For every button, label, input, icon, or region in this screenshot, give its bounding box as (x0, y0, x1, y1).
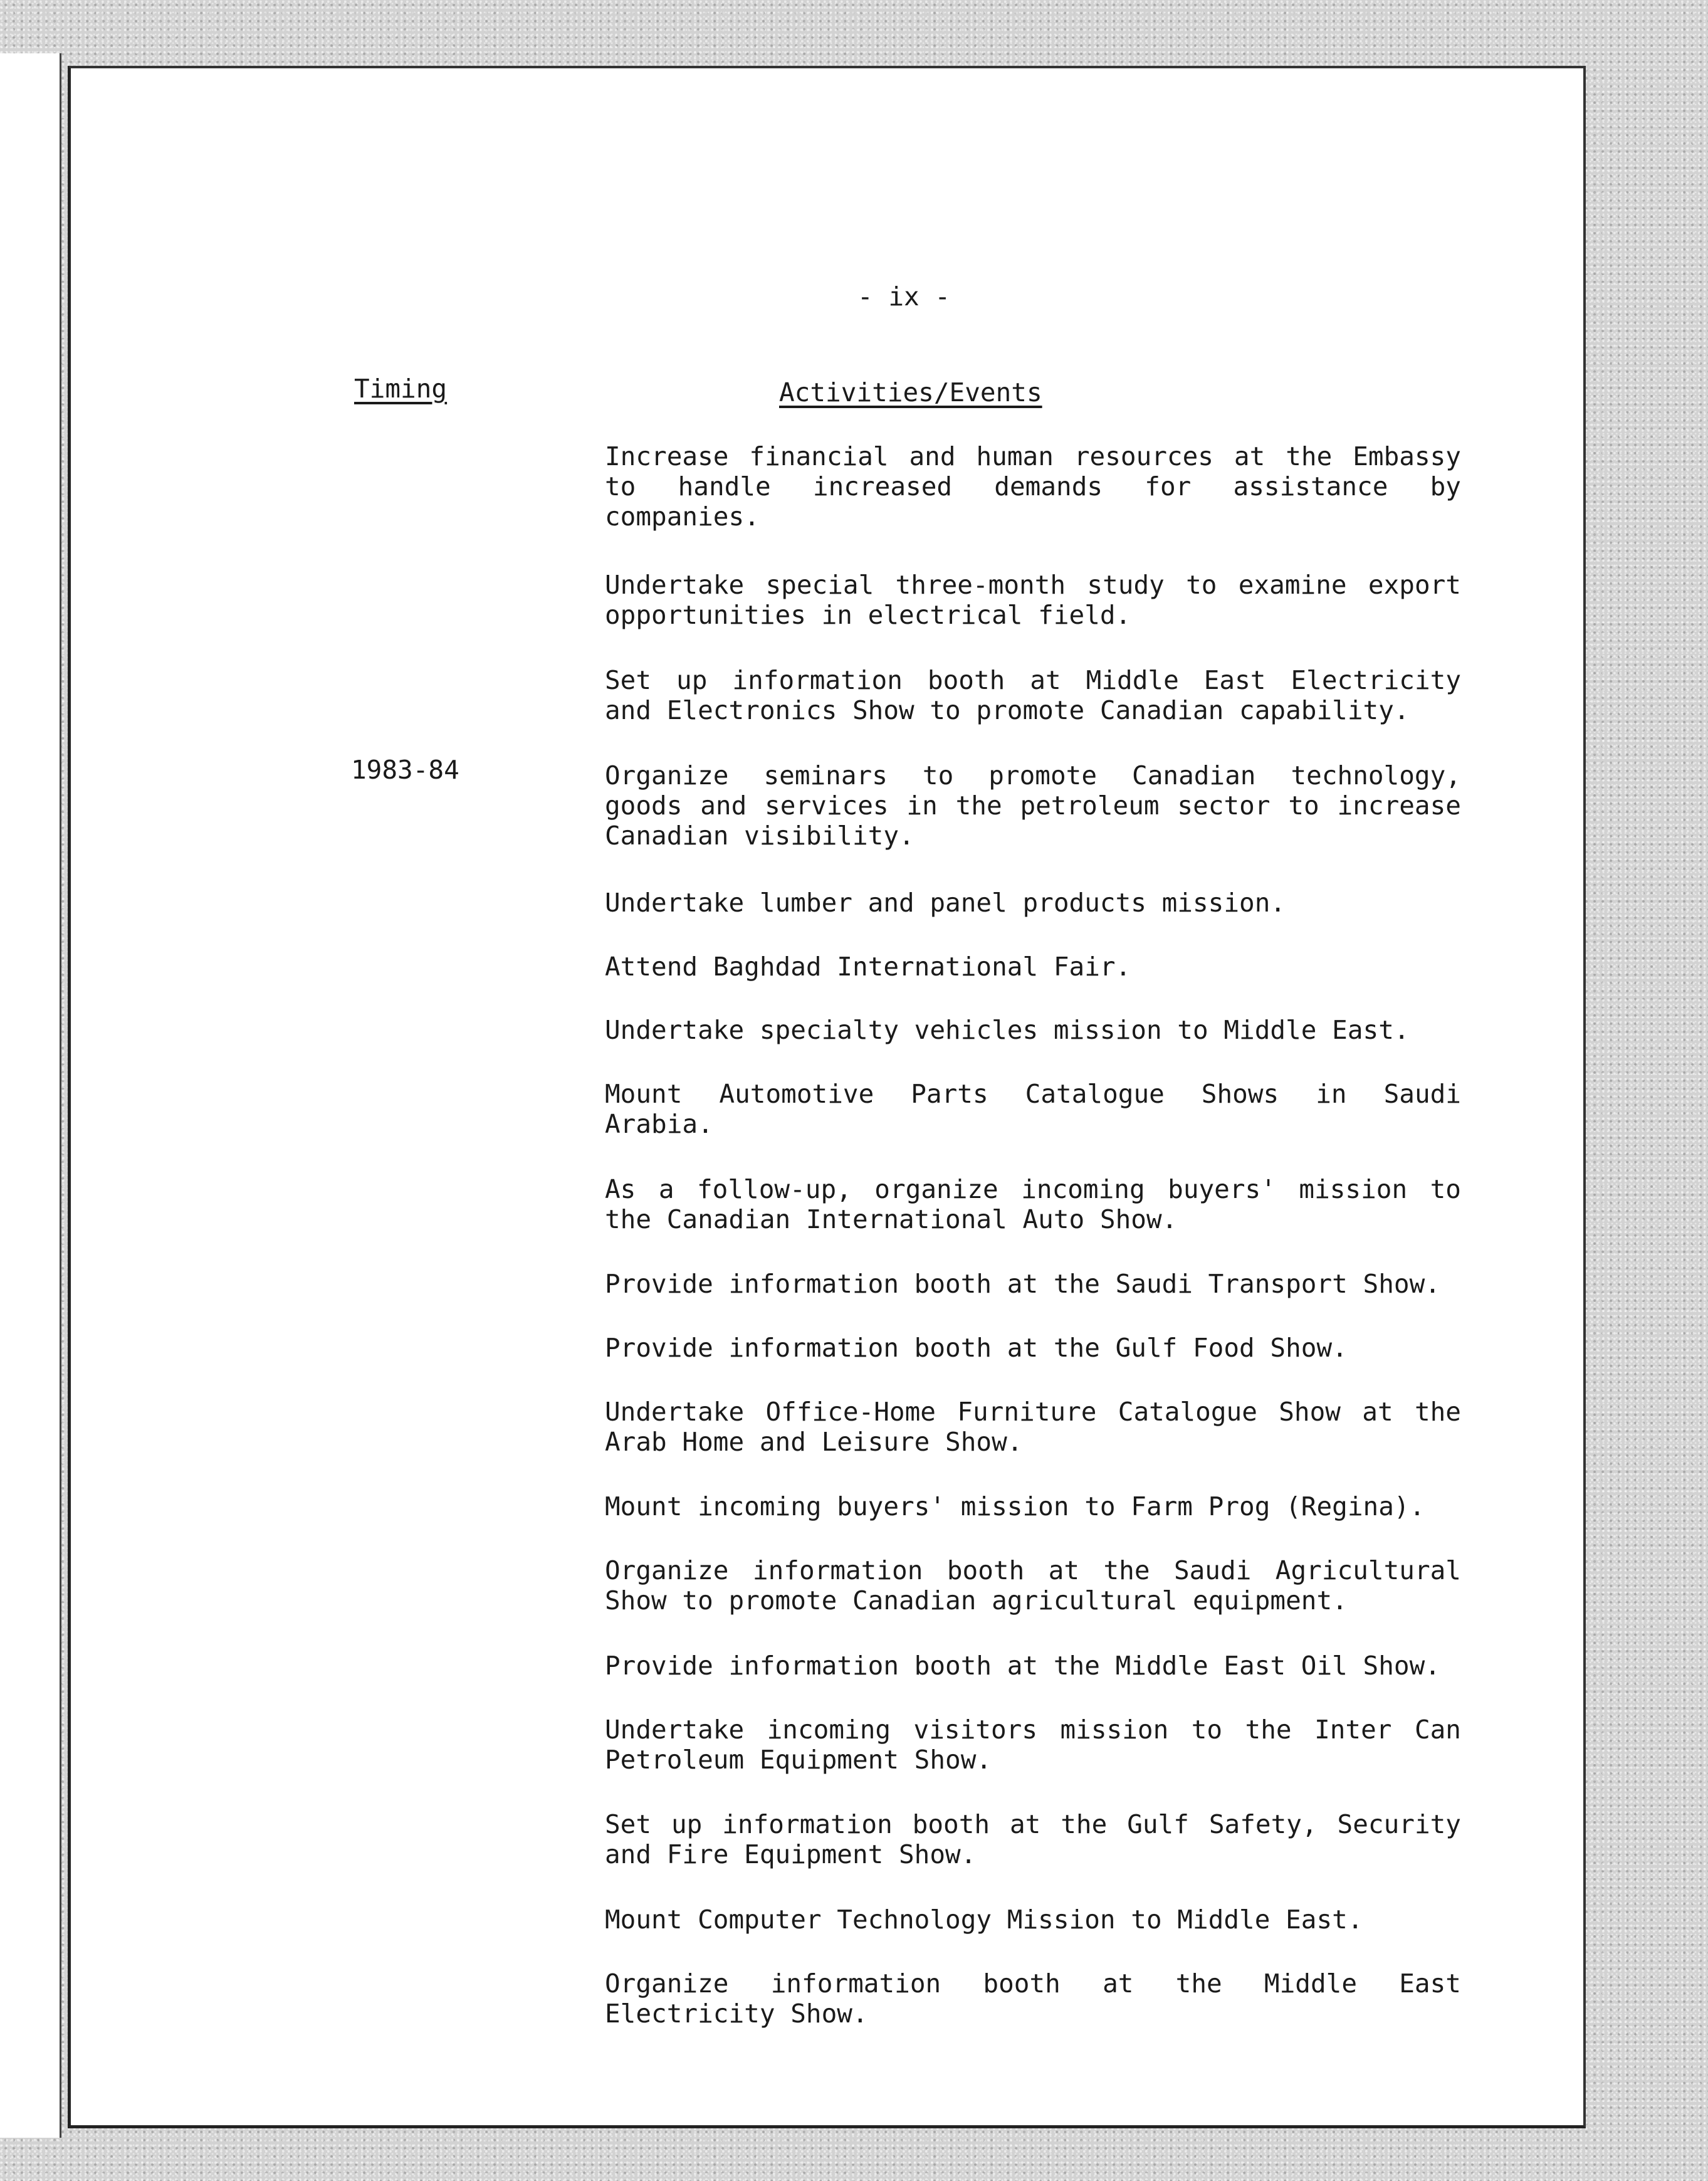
activity-entry (605, 1968, 1461, 2029)
entry-line: Provide information booth at the Saudi Transport Show. (605, 1269, 1440, 1299)
entry-line: Undertake specialty vehicles mission to Middle East. (605, 1015, 1410, 1045)
entry-line: Organize information booth at the Saudi Agricultural (605, 1555, 1461, 1585)
timing-column-header: Timing (354, 374, 448, 404)
page-number: - ix - (857, 281, 951, 312)
entry-line: Attend Baghdad International Fair. (605, 952, 1131, 982)
entry-line: Undertake lumber and panel products mission. (605, 888, 1286, 918)
binding-edge (0, 53, 61, 2138)
entry-line: Petroleum Equipment Show. (605, 1745, 992, 1775)
entry-line: Undertake Office-Home Furniture Catalogue Show at the (605, 1397, 1461, 1427)
activity-entry (605, 1809, 1461, 1869)
entry-line: Organize information booth at the Middle East (605, 1968, 1461, 1999)
entry-line: Set up information booth at Middle East Electricity (605, 665, 1461, 695)
entry-line: Set up information booth at the Gulf Safety, Security (605, 1809, 1461, 1839)
entry-line: and Fire Equipment Show. (605, 1839, 977, 1869)
activity-entry (605, 441, 1461, 532)
entry-line: As a follow-up, organize incoming buyers' mission to (605, 1174, 1461, 1204)
entry-line: and Electronics Show to promote Canadian capability. (605, 695, 1410, 725)
entry-line: Arab Home and Leisure Show. (605, 1427, 1023, 1457)
entry-line: Undertake special three-month study to examine export (605, 570, 1461, 600)
entry-line: Undertake incoming visitors mission to the Inter Can (605, 1715, 1461, 1745)
entry-line: Organize seminars to promote Canadian technology, (605, 760, 1461, 791)
entry-line: Electricity Show. (605, 1999, 868, 2029)
entry-line: Provide information booth at the Middle East Oil Show. (605, 1651, 1440, 1681)
activity-entry (605, 570, 1461, 630)
entry-line: Provide information booth at the Gulf Food Show. (605, 1333, 1348, 1363)
activity-entry (605, 665, 1461, 725)
entry-line: goods and services in the petroleum sector to increase (605, 791, 1461, 821)
activity-entry (605, 1555, 1461, 1616)
entry-line: Increase financial and human resources at the Embassy (605, 441, 1461, 471)
activity-entry (605, 1079, 1461, 1139)
entry-line: the Canadian International Auto Show. (605, 1204, 1178, 1234)
activity-entry (605, 1015, 1461, 1045)
document-page (68, 66, 1586, 2128)
activity-entry (605, 1397, 1461, 1457)
entry-line: Mount Computer Technology Mission to Middle East. (605, 1905, 1363, 1935)
activity-entry (605, 1491, 1461, 1521)
entry-line: companies. (605, 502, 760, 532)
entry-line: Show to promote Canadian agricultural equipment. (605, 1585, 1348, 1616)
activity-entry (605, 760, 1461, 851)
timing-label: 1983-84 (351, 755, 459, 785)
entry-line: Mount incoming buyers' mission to Farm Prog (Regina). (605, 1491, 1425, 1521)
activity-entry (605, 1651, 1461, 1681)
entry-line: opportunities in electrical field. (605, 600, 1131, 630)
activity-entry (605, 1174, 1461, 1234)
entry-line: Canadian visibility. (605, 821, 914, 851)
activity-entry (605, 1269, 1461, 1299)
activity-entry (605, 888, 1461, 918)
activity-entry (605, 1905, 1461, 1935)
activity-entry (605, 1715, 1461, 1775)
activities-column-header: Activities/Events (779, 377, 1042, 407)
entry-line: Arabia. (605, 1109, 713, 1139)
activity-entry (605, 1333, 1461, 1363)
entry-line: Mount Automotive Parts Catalogue Shows in Saudi (605, 1079, 1461, 1109)
entry-line: to handle increased demands for assistance by (605, 471, 1461, 502)
activity-entry (605, 952, 1461, 982)
